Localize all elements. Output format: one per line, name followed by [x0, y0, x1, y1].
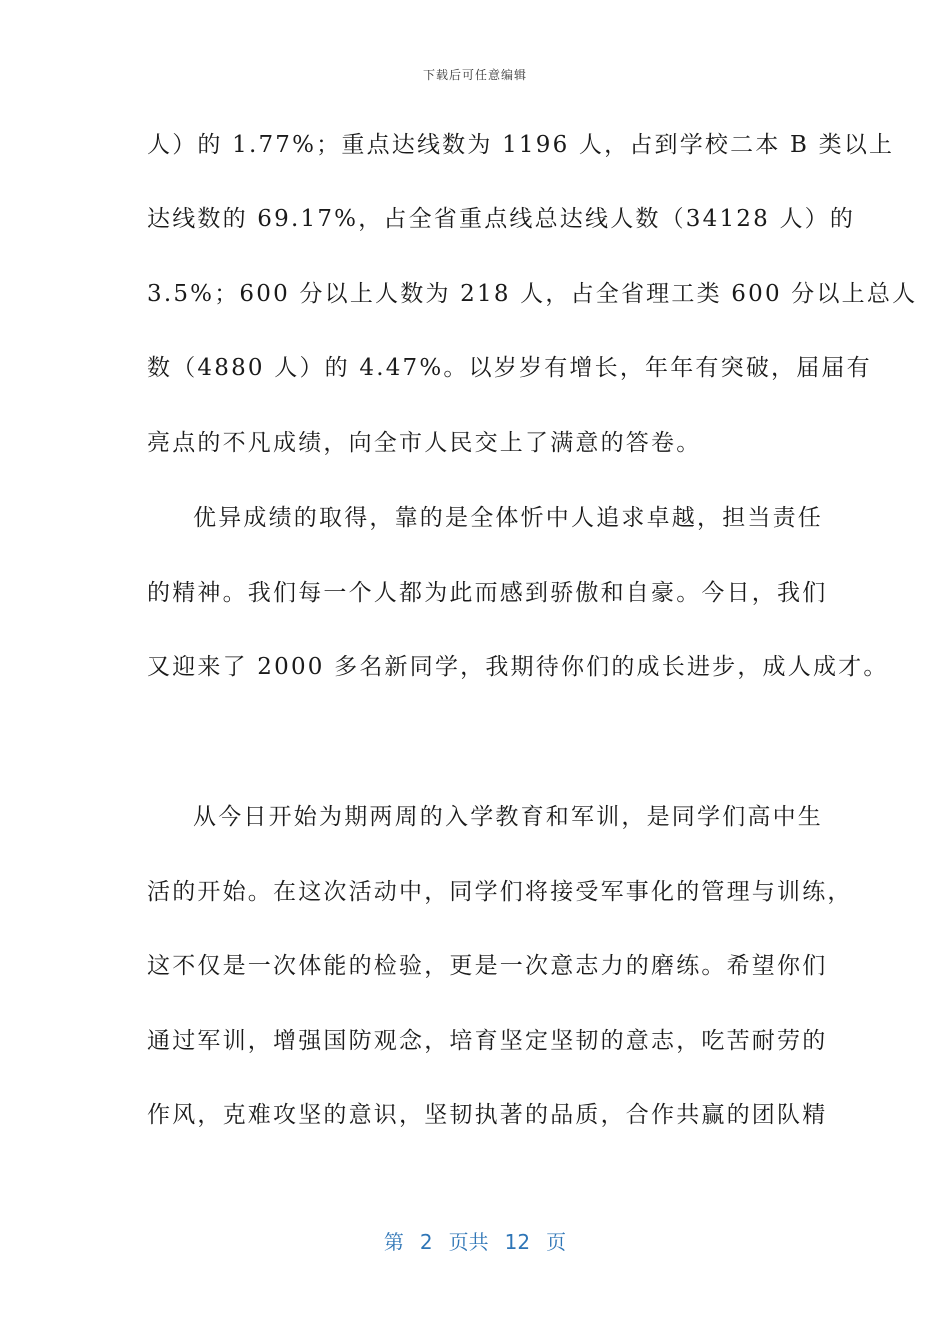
paragraph-1-line-2: 达线数的 69.17%，占全省重点线总达线人数（34128 人）的 [147, 206, 856, 232]
paragraph-3-line-3: 这不仅是一次体能的检验，更是一次意志力的磨练。希望你们 [147, 953, 828, 979]
footer-current-page: 2 [419, 1230, 433, 1254]
paragraph-3-line-5: 作风，克难攻坚的意识，坚韧执著的品质，合作共赢的团队精 [147, 1102, 828, 1128]
paragraph-2-line-1: 优异成绩的取得，靠的是全体忻中人追求卓越，担当责任 [193, 505, 823, 531]
paragraph-1-line-4: 数（4880 人）的 4.47%。以岁岁有增长，年年有突破，届届有 [147, 355, 872, 381]
paragraph-3-line-2: 活的开始。在这次活动中，同学们将接受军事化的管理与训练， [147, 879, 853, 905]
footer-middle: 页共 [448, 1230, 489, 1254]
page-number-footer [0, 1226, 950, 1255]
paragraph-3-line-1: 从今日开始为期两周的入学教育和军训，是同学们高中生 [193, 804, 823, 830]
paragraph-1-line-1: 人）的 1.77%；重点达线数为 1196 人，占到学校二本 B 类以上 [147, 132, 895, 158]
page-header-note: 下载后可任意编辑 [422, 68, 527, 82]
paragraph-1-line-5: 亮点的不凡成绩，向全市人民交上了满意的答卷。 [147, 430, 702, 456]
footer-prefix: 第 [383, 1230, 404, 1254]
paragraph-1-line-3: 3.5%；600 分以上人数为 218 人，占全省理工类 600 分以上总人 [147, 281, 918, 307]
paragraph-3-line-4: 通过军训，增强国防观念，培育坚定坚韧的意志，吃苦耐劳的 [147, 1028, 828, 1054]
paragraph-2-line-2: 的精神。我们每一个人都为此而感到骄傲和自豪。今日，我们 [147, 580, 828, 606]
footer-suffix: 页 [546, 1230, 567, 1254]
paragraph-2-line-3: 又迎来了 2000 多名新同学，我期待你们的成长进步，成人成才。 [147, 654, 889, 680]
footer-total-pages: 12 [504, 1230, 531, 1254]
